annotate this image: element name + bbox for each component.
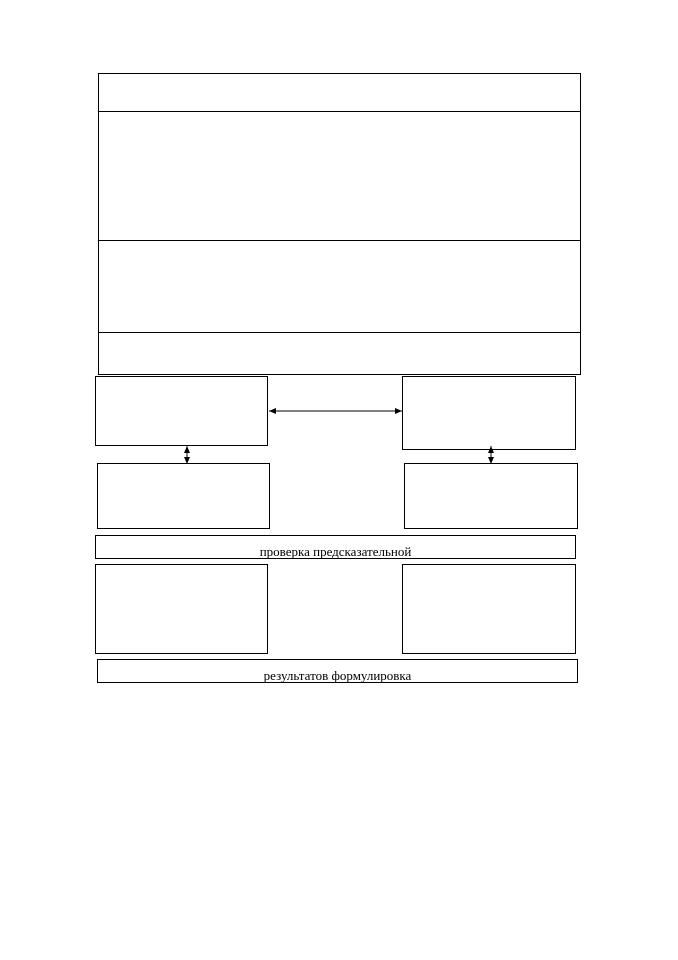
box-left-lower	[95, 564, 268, 654]
bar-results-formulation-text: результатов формулировка	[263, 669, 412, 682]
box-left-middle	[97, 463, 270, 529]
bar-results-formulation	[97, 659, 578, 683]
bar-prediction-check-text: проверка предсказательной	[259, 545, 412, 558]
stack-row-3	[99, 240, 580, 332]
stack-row-2	[99, 111, 580, 240]
stack-row-1	[99, 74, 580, 111]
box-right-upper	[402, 376, 576, 450]
header-stack	[98, 73, 581, 375]
box-right-lower	[402, 564, 576, 654]
stack-row-4	[99, 332, 580, 374]
box-left-upper	[95, 376, 268, 446]
box-right-middle	[404, 463, 578, 529]
bar-prediction-check	[95, 535, 576, 559]
